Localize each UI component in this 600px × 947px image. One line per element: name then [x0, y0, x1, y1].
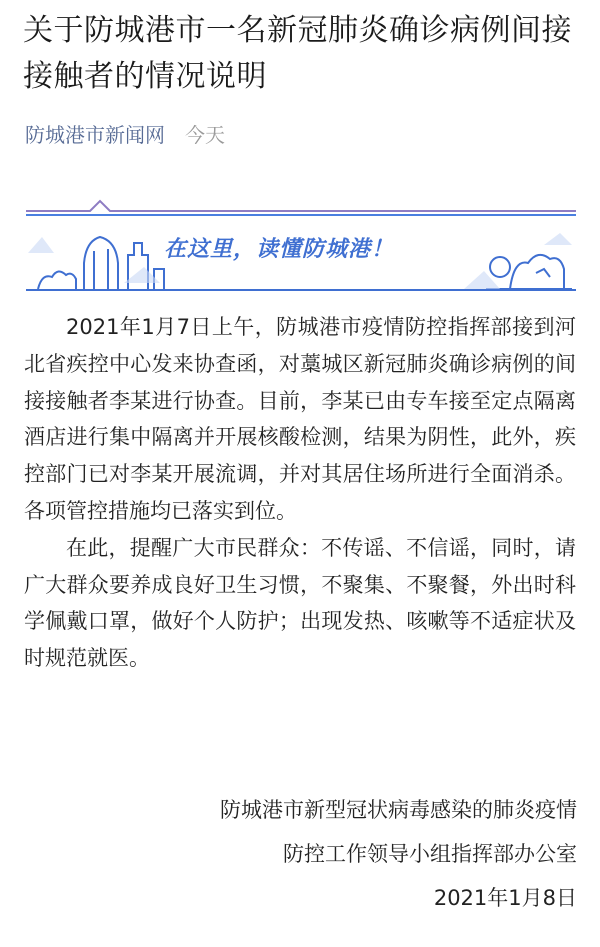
- banner-slogan: 在这里，读懂防城港！: [164, 237, 395, 262]
- signature-date: 2021年1月8日: [433, 886, 577, 910]
- paragraph: 2021年1月7日上午，防城港市疫情防控指挥部接到河北省疾控中心发来协查函，对藁城区新冠肺炎确诊病例的间接接触者李某进行协查。目前，李某已由专车接至定点隔离酒店进行集中隔离并开展核酸检测，结果为阴性，此外，疾控部门已对李某开展流调，并对其居住场所进行全面消杀。各项管控措施均已落实到位。: [24, 315, 576, 523]
- paragraph: 在此，提醒广大市民群众：不传谣、不信谣，同时，请广大群众要养成良好卫生习惯，不聚集、不聚餐，外出时科学佩戴口罩，做好个人防护；出现发热、咳嗽等不适症状及时规范就医。: [24, 535, 576, 671]
- signature-line: 防城港市新型冠状病毒感染的肺炎疫情: [220, 798, 577, 822]
- article-meta: [25, 118, 225, 148]
- article-body: [24, 309, 576, 677]
- article-title: 关于防城港市一名新冠肺炎确诊病例间接接触者的情况说明: [23, 13, 572, 94]
- signature-block: [117, 788, 577, 920]
- signature-line: 防控工作领导小组指挥部办公室: [283, 842, 577, 866]
- source-link[interactable]: 防城港市新闻网: [25, 122, 165, 147]
- publish-date: 今天: [185, 122, 225, 147]
- skyline-right-icon: [486, 255, 572, 289]
